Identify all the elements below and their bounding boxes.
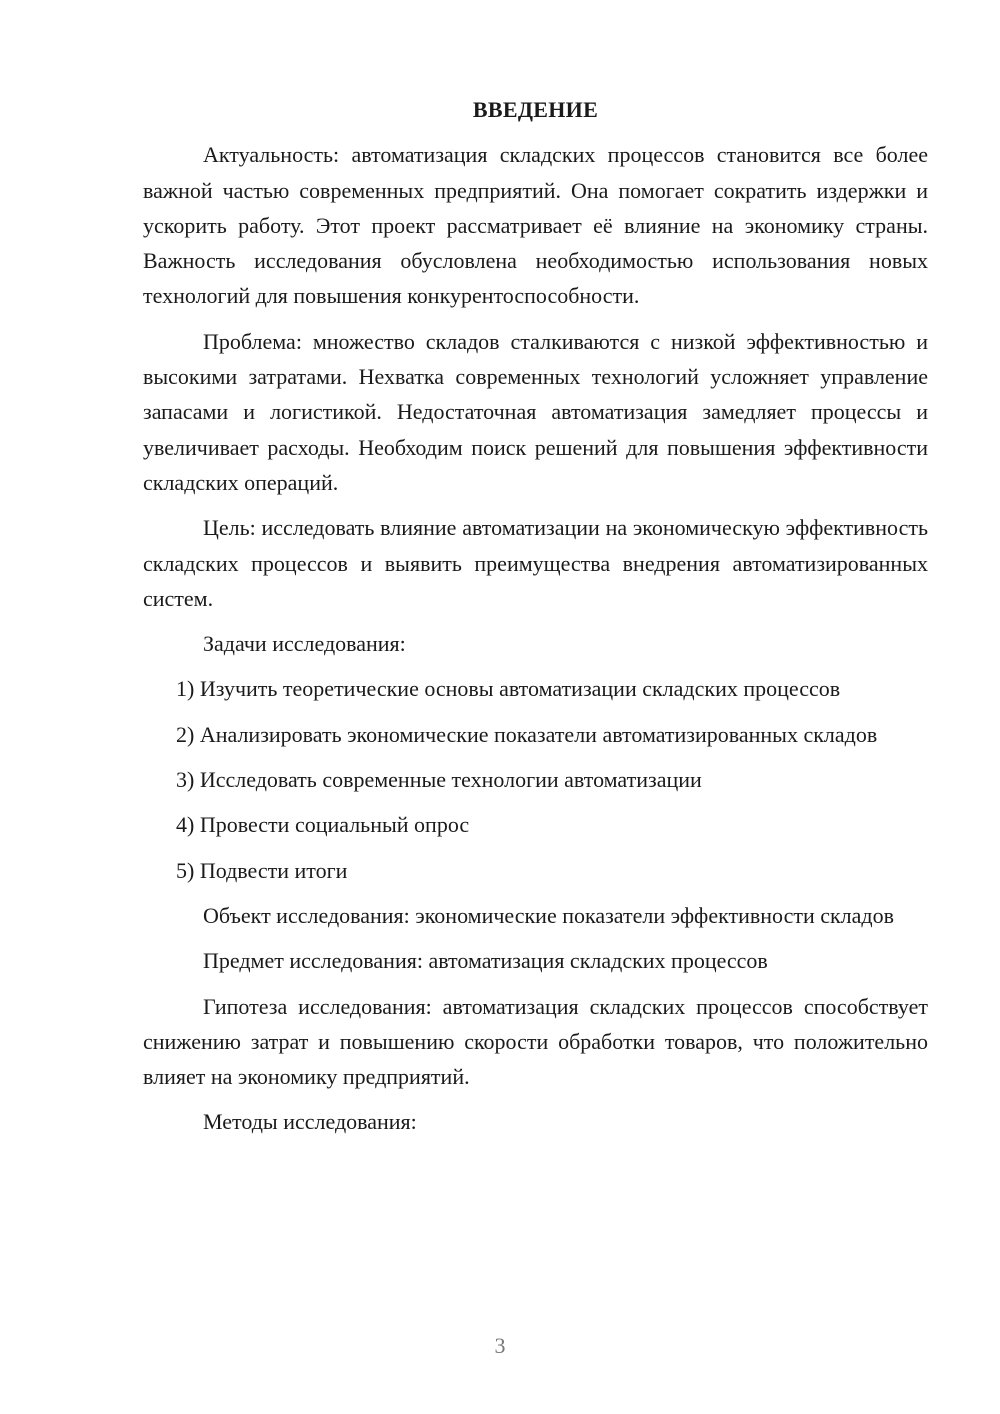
paragraph-hypothesis: Гипотеза исследования: автоматизация складских процессов способствует снижению затрат и повышению скорости обработки товаров, что положительно влияет на экономику предприятий. (143, 993, 928, 1090)
page-content (143, 92, 928, 1150)
task-item: 3) Исследовать современные технологии автоматизации (176, 767, 702, 793)
page-number: 3 (494, 1333, 506, 1358)
task-item: 1) Изучить теоретические основы автоматизации складских процессов (176, 676, 841, 702)
paragraph-subject: Предмет исследования: автоматизация складских процессов (203, 948, 768, 974)
task-item: 2) Анализировать экономические показатели автоматизированных складов (176, 721, 878, 747)
section-title: ВВЕДЕНИЕ (472, 97, 599, 122)
task-item: 5) Подвести итоги (176, 857, 348, 883)
paragraph-object: Объект исследования: экономические показатели эффективности складов (203, 902, 895, 928)
paragraph-relevance: Актуальность: автоматизация складских процессов становится все более важной частью современных предприятий. Она помогает сократить издержки и ускорить работу. Этот проект рассматривает её влияние на экономику страны. Важность исследования обусловлена необходимостью использования новых технологий для повышения конкурентоспособности. (143, 142, 928, 309)
paragraph-goal: Цель: исследовать влияние автоматизации на экономическую эффективность складских процессов и выявить преимущества внедрения автоматизированных систем. (143, 515, 928, 611)
task-item: 4) Провести социальный опрос (176, 812, 470, 838)
paragraph-methods: Методы исследования: (203, 1109, 417, 1135)
paragraph-problem: Проблема: множество складов сталкиваются с низкой эффективностью и высокими затратами. Нехватка современных технологий усложняет управление запасами и логистикой. Недостаточная автоматизация замедляет процессы и увеличивает расходы. Необходим поиск решений для повышения эффективности складских операций. (143, 328, 928, 495)
paragraph-tasks-heading: Задачи исследования: (203, 631, 406, 657)
